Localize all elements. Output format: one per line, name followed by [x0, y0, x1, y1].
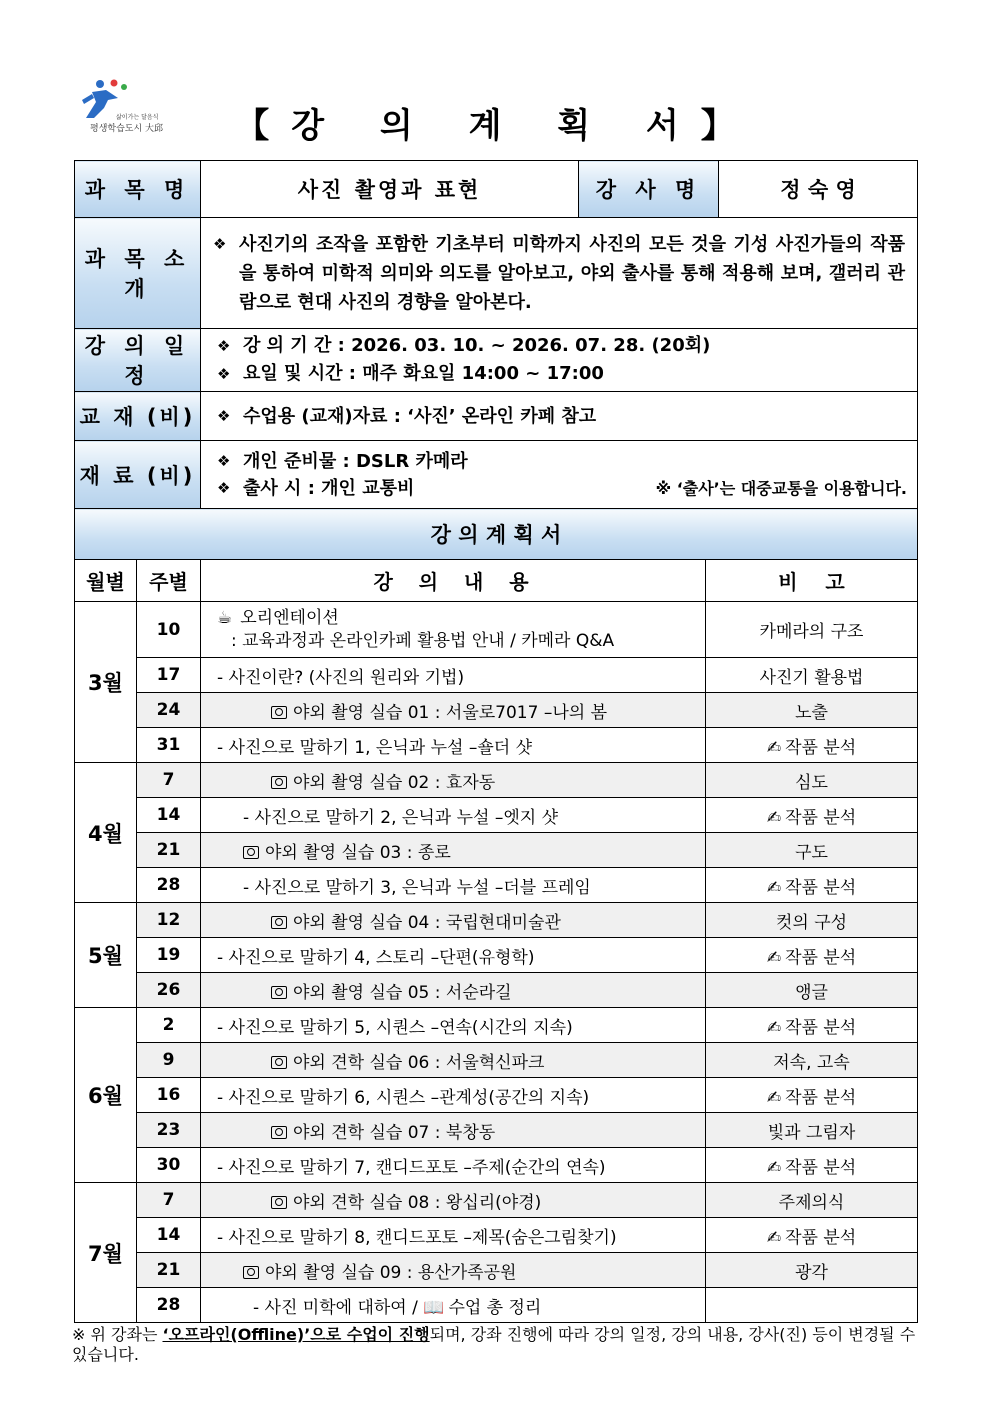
- note-cell: [706, 1218, 918, 1253]
- note-text: 작품 분석: [785, 947, 857, 968]
- note-cell: 심도: [706, 763, 918, 798]
- pen-icon: ✍: [766, 1227, 782, 1248]
- week-cell: 14: [137, 798, 201, 833]
- note-cell: 앵글: [706, 973, 918, 1008]
- content-cell: - 사진으로 말하기 3, 은닉과 누설 –더블 프레임: [201, 868, 706, 903]
- note-text: 작품 분석: [785, 1227, 857, 1248]
- schedule-table: [74, 559, 918, 1323]
- textbook-label: 교 재 (비): [75, 392, 201, 441]
- content-cell: - 사진이란? (사진의 원리와 기법): [201, 658, 706, 693]
- logo-org: 평생학습도시 大邱: [90, 124, 164, 134]
- month-cell: 6월: [75, 1008, 137, 1183]
- pen-icon: ✍: [766, 947, 782, 968]
- camera-icon: [271, 1196, 287, 1209]
- month-cell: 5월: [75, 903, 137, 1008]
- footer-rest: 되며, 강좌 진행에 따라 강의 일정, 강의 내용, 강사(진) 등이 변경될 수 있습니다.: [72, 1325, 916, 1364]
- table-row: [75, 1078, 918, 1113]
- note-cell: 빛과 그림자: [706, 1113, 918, 1148]
- logo-tagline: 삶이가는 달음식: [116, 114, 159, 121]
- note-cell: 저속, 고속: [706, 1043, 918, 1078]
- instructor-value: 정 숙 영: [719, 161, 918, 218]
- content-cell: [201, 1253, 706, 1288]
- instructor-label: 강 사 명: [579, 161, 719, 218]
- content-text: 야외 촬영 실습 03 : 종로: [265, 842, 451, 863]
- col-week: 주별: [137, 560, 201, 602]
- content-text: 야외 촬영 실습 04 : 국립현대미술관: [293, 912, 561, 933]
- bullet-icon: ❖: [217, 337, 231, 355]
- week-cell: 28: [137, 868, 201, 903]
- content-cell: - 사진으로 말하기 4, 스토리 –단편(유형학): [201, 938, 706, 973]
- content-cell: [201, 1183, 706, 1218]
- material-cell: [201, 441, 918, 509]
- pen-icon: ✍: [766, 1087, 782, 1108]
- week-cell: 23: [137, 1113, 201, 1148]
- material-item1: 개인 준비물 : DSLR 카메라: [243, 450, 468, 472]
- month-cell: 4월: [75, 763, 137, 903]
- table-row: [75, 1183, 918, 1218]
- info-table: [74, 160, 918, 560]
- week-cell: 2: [137, 1008, 201, 1043]
- note-cell: [706, 728, 918, 763]
- table-row: [75, 903, 918, 938]
- schedule-label: 강 의 일 정: [75, 329, 201, 392]
- content-cell: [201, 1113, 706, 1148]
- textbook-value: 수업용 (교재)자료 : ‘사진’ 온라인 카페 참고: [243, 405, 597, 427]
- note-cell: 컷의 구성: [706, 903, 918, 938]
- material-item2: 출사 시 : 개인 교통비: [243, 477, 415, 499]
- content-cell: - 사진으로 말하기 8, 캔디드포토 –제목(숨은그림찾기): [201, 1218, 706, 1253]
- week-cell: 26: [137, 973, 201, 1008]
- content-text: 야외 촬영 실습 09 : 용산가족공원: [265, 1262, 517, 1283]
- table-row: [75, 833, 918, 868]
- content-cell: [201, 833, 706, 868]
- footer-note: [72, 1325, 917, 1365]
- note-cell: [706, 1008, 918, 1043]
- content-text-2: 수업 총 정리: [448, 1297, 542, 1318]
- intro-cell: [201, 218, 918, 329]
- camera-icon: [271, 1126, 287, 1139]
- content-cell: - 사진으로 말하기 7, 캔디드포토 –주제(순간의 연속): [201, 1148, 706, 1183]
- page-title: 【강 의 계 획 서】: [235, 106, 757, 146]
- week-cell: 9: [137, 1043, 201, 1078]
- note-cell: 광각: [706, 1253, 918, 1288]
- week-cell: 21: [137, 833, 201, 868]
- orientation-title: 오리엔테이션: [240, 607, 339, 628]
- camera-icon: [271, 986, 287, 999]
- content-text: 야외 견학 실습 08 : 왕십리(야경): [293, 1192, 542, 1213]
- schedule-time: 요일 및 시간 : 매주 화요일 14:00 ~ 17:00: [243, 363, 604, 384]
- textbook-cell: [201, 392, 918, 441]
- content-cell: [201, 1288, 706, 1323]
- table-row: [75, 1113, 918, 1148]
- month-cell: 7월: [75, 1183, 137, 1323]
- week-cell: 30: [137, 1148, 201, 1183]
- pen-icon: ✍: [766, 1157, 782, 1178]
- subject-value: 사진 촬영과 표현: [201, 161, 579, 218]
- content-cell: - 사진으로 말하기 5, 시퀀스 –연속(시간의 지속): [201, 1008, 706, 1043]
- table-row: [75, 1008, 918, 1043]
- content-cell: [201, 602, 706, 658]
- col-content: 강 의 내 용: [201, 560, 706, 602]
- bullet-icon: ❖: [213, 234, 227, 253]
- week-cell: 7: [137, 763, 201, 798]
- material-note: ※ ‘출사’는 대중교통을 이용합니다.: [655, 478, 907, 498]
- week-cell: 10: [137, 602, 201, 658]
- content-cell: - 사진으로 말하기 2, 은닉과 누설 –엣지 샷: [201, 798, 706, 833]
- note-text: 작품 분석: [785, 877, 857, 898]
- note-cell: [706, 1148, 918, 1183]
- content-cell: [201, 693, 706, 728]
- content-cell: [201, 903, 706, 938]
- table-row: [75, 1148, 918, 1183]
- pen-icon: ✍: [766, 737, 782, 758]
- schedule-period: 강 의 기 간 : 2026. 03. 10. ~ 2026. 07. 28. (20회): [243, 335, 711, 356]
- note-cell: 주제의식: [706, 1183, 918, 1218]
- content-text: 야외 견학 실습 07 : 북창동: [293, 1122, 496, 1143]
- note-cell: [706, 868, 918, 903]
- material-label: 재 료 (비): [75, 441, 201, 509]
- table-row: [75, 763, 918, 798]
- content-cell: [201, 763, 706, 798]
- note-cell: [706, 798, 918, 833]
- content-text: 야외 촬영 실습 02 : 효자동: [293, 772, 496, 793]
- week-cell: 16: [137, 1078, 201, 1113]
- pen-icon: ✍: [766, 807, 782, 828]
- note-text: 작품 분석: [785, 807, 857, 828]
- camera-icon: [271, 706, 287, 719]
- week-cell: 19: [137, 938, 201, 973]
- note-cell: [706, 938, 918, 973]
- camera-icon: [243, 1266, 259, 1279]
- orientation-sub: : 교육과정과 온라인카페 활용법 안내 / 카메라 Q&A: [231, 630, 615, 651]
- month-cell: 3월: [75, 602, 137, 763]
- content-text: 야외 촬영 실습 01 : 서울로7017 –나의 봄: [293, 702, 608, 723]
- note-cell: [706, 1288, 918, 1323]
- note-cell: 카메라의 구조: [706, 602, 918, 658]
- bullet-icon: ❖: [217, 406, 231, 425]
- table-row: [75, 1253, 918, 1288]
- week-cell: 12: [137, 903, 201, 938]
- week-cell: 7: [137, 1183, 201, 1218]
- bullet-icon: ❖: [217, 478, 231, 497]
- note-text: 작품 분석: [785, 1157, 857, 1178]
- table-row: [75, 1288, 918, 1323]
- week-cell: 14: [137, 1218, 201, 1253]
- camera-icon: [271, 1056, 287, 1069]
- table-row: [75, 728, 918, 763]
- col-month: 월별: [75, 560, 137, 602]
- table-row: [75, 973, 918, 1008]
- footer-prefix: ※ 위 강좌는: [72, 1325, 163, 1344]
- content-text: - 사진 미학에 대하여 /: [253, 1297, 424, 1318]
- book-icon: 📖: [423, 1297, 445, 1318]
- footer-underlined: ‘오프라인(Offline)’으로 수업이 진행: [162, 1325, 430, 1344]
- note-text: 작품 분석: [785, 1017, 857, 1038]
- subject-label: 과 목 명: [75, 161, 201, 218]
- table-row: [75, 868, 918, 903]
- content-text: 야외 촬영 실습 05 : 서순라길: [293, 982, 512, 1003]
- content-cell: - 사진으로 말하기 6, 시퀀스 –관계성(공간의 지속): [201, 1078, 706, 1113]
- table-row: [75, 1218, 918, 1253]
- table-row: [75, 1043, 918, 1078]
- table-row: [75, 938, 918, 973]
- content-cell: - 사진으로 말하기 1, 은닉과 누설 –숄더 샷: [201, 728, 706, 763]
- content-cell: [201, 1043, 706, 1078]
- bullet-icon: ❖: [217, 365, 231, 383]
- table-row: [75, 693, 918, 728]
- intro-label: 과 목 소 개: [75, 218, 201, 329]
- note-text: 작품 분석: [785, 1087, 857, 1108]
- schedule-cell: [201, 329, 918, 392]
- pen-icon: ✍: [766, 877, 782, 898]
- col-note: 비 고: [706, 560, 918, 602]
- camera-icon: [271, 776, 287, 789]
- note-cell: 노출: [706, 693, 918, 728]
- table-row: [75, 602, 918, 658]
- note-cell: [706, 1078, 918, 1113]
- table-row: [75, 798, 918, 833]
- table-row: [75, 658, 918, 693]
- week-cell: 21: [137, 1253, 201, 1288]
- note-cell: 구도: [706, 833, 918, 868]
- intro-text: 사진기의 조작을 포함한 기초부터 미학까지 사진의 모든 것을 기성 사진가들의 작품을 통하여 미학적 의미와 의도를 알아보고, 야외 출사를 통해 적용해 보며, 갤러리 관람으로 현대 사진의 경향을 알아본다.: [239, 233, 905, 313]
- plan-header: 강 의 계 획 서: [75, 509, 918, 560]
- pen-icon: ✍: [766, 1017, 782, 1038]
- bullet-icon: ❖: [217, 451, 231, 470]
- camera-icon: [243, 846, 259, 859]
- week-cell: 31: [137, 728, 201, 763]
- week-cell: 17: [137, 658, 201, 693]
- coffee-icon: ☕: [217, 607, 233, 628]
- note-text: 작품 분석: [785, 737, 857, 758]
- camera-icon: [271, 916, 287, 929]
- content-cell: [201, 973, 706, 1008]
- note-cell: 사진기 활용법: [706, 658, 918, 693]
- week-cell: 24: [137, 693, 201, 728]
- content-text: 야외 견학 실습 06 : 서울혁신파크: [293, 1052, 545, 1073]
- week-cell: 28: [137, 1288, 201, 1323]
